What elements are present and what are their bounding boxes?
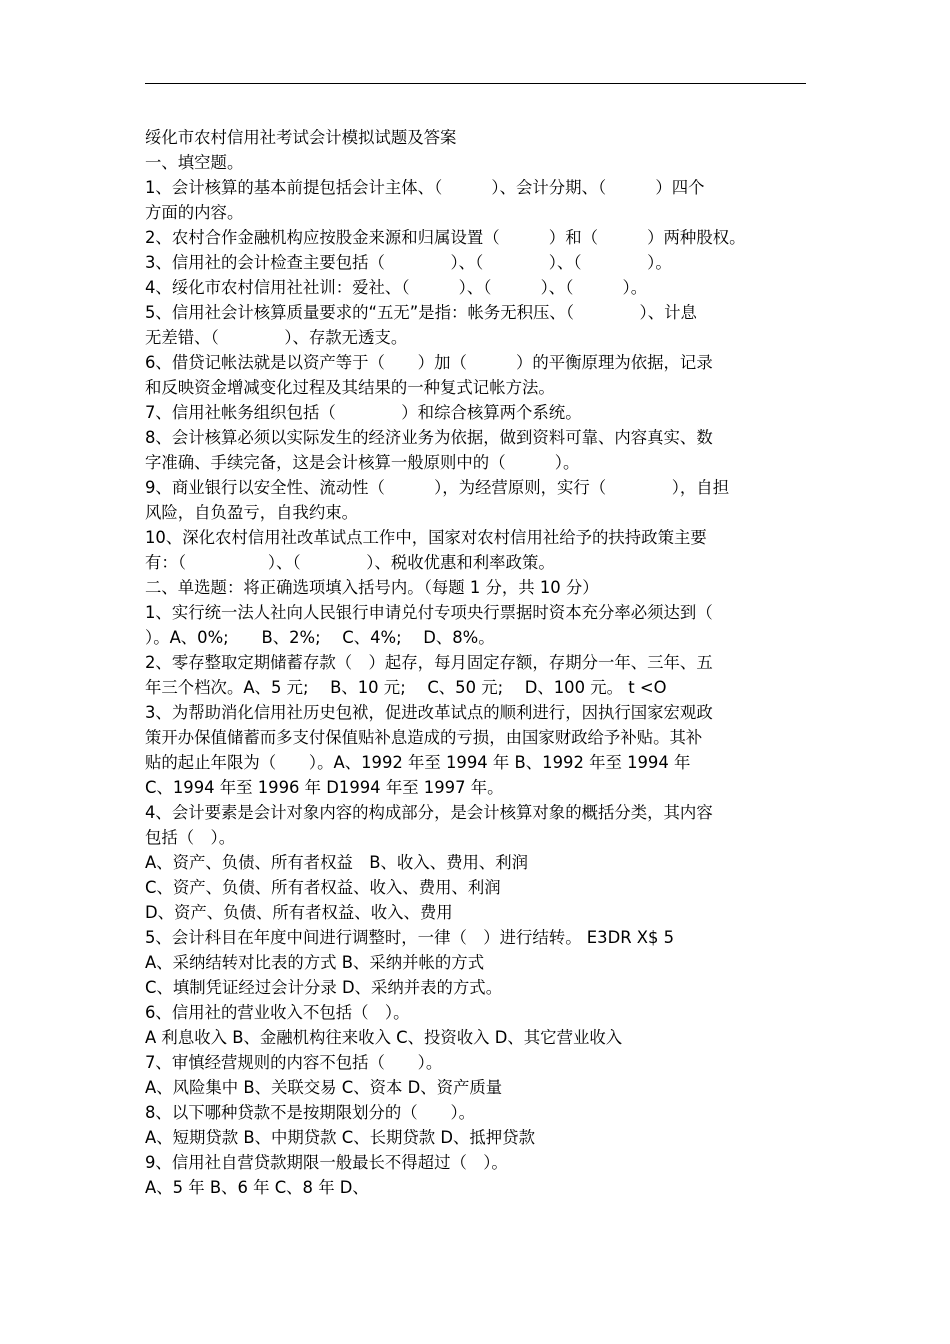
text-line: A、5 年 B、6 年 C、8 年 D、 — [145, 1178, 369, 1197]
text-line: 3、为帮助消化信用社历史包袱，促进改革试点的顺利进行，因执行国家宏观政 — [145, 703, 713, 722]
text-line: ）。A、0%; B、2%; C、4%; D、8%。 — [145, 628, 495, 647]
header-rule — [145, 83, 806, 84]
text-line: 2、农村合作金融机构应按股金来源和归属设置（ ）和（ ）两种股权。 — [145, 228, 746, 247]
text-line: 和反映资金增减变化过程及其结果的一种复式记帐方法。 — [145, 378, 555, 397]
text-line: A、风险集中 B、关联交易 C、资本 D、资产质量 — [145, 1078, 503, 1097]
section-heading-fill-in: 一、填空题。 — [145, 153, 244, 172]
text-line: 9、商业银行以安全性、流动性（ ），为经营原则，实行（ ），自担 — [145, 478, 730, 497]
text-line: 4、绥化市农村信用社社训：爱社、（ ）、（ ）、（ ）。 — [145, 278, 648, 297]
text-line: 7、审慎经营规则的内容不包括（ ）。 — [145, 1053, 443, 1072]
text-line: 年三个档次。A、5 元; B、10 元; C、50 元; D、100 元。 t <O — [145, 678, 667, 697]
text-line: 5、会计科目在年度中间进行调整时，一律（ ）进行结转。 E3DR X$ 5 — [145, 928, 675, 947]
text-line: 方面的内容。 — [145, 203, 244, 222]
text-line: 6、信用社的营业收入不包括（ ）。 — [145, 1003, 410, 1022]
text-line: 6、借贷记帐法就是以资产等于（ ）加（ ）的平衡原理为依据，记录 — [145, 353, 713, 372]
text-line: 8、会计核算必须以实际发生的经济业务为依据，做到资料可靠、内容真实、数 — [145, 428, 713, 447]
text-line: 1、实行统一法人社向人民银行申请兑付专项央行票据时资本充分率必须达到（ — [145, 603, 713, 622]
text-line: D、资产、负债、所有者权益、收入、费用 — [145, 903, 453, 922]
text-line: 有：（ ）、（ ）、税收优惠和利率政策。 — [145, 553, 555, 572]
text-line: A、采纳结转对比表的方式 B、采纳并帐的方式 — [145, 953, 485, 972]
text-line: A、短期贷款 B、中期贷款 C、长期贷款 D、抵押贷款 — [145, 1128, 535, 1147]
text-line: 包括（ ）。 — [145, 828, 236, 847]
text-line: 策开办保值储蓄而多支付保值贴补息造成的亏损，由国家财政给予补贴。其补 — [145, 728, 703, 747]
text-line: 贴的起止年限为（ ）。A、1992 年至 1994 年 B、1992 年至 1994 年 — [145, 753, 691, 772]
text-line: 7、信用社帐务组织包括（ ）和综合核算两个系统。 — [145, 403, 582, 422]
text-line: C、1994 年至 1996 年 D1994 年至 1997 年。 — [145, 778, 504, 797]
text-line: 10、深化农村信用社改革试点工作中，国家对农村信用社给予的扶持政策主要 — [145, 528, 707, 547]
text-line: C、资产、负债、所有者权益、收入、费用、利润 — [145, 878, 501, 897]
text-line: 风险，自负盈亏，自我约束。 — [145, 503, 359, 522]
document-body — [145, 125, 810, 1200]
text-line: 1、会计核算的基本前提包括会计主体、（ ）、会计分期、（ ）四个 — [145, 178, 705, 197]
text-line: 2、零存整取定期储蓄存款（ ）起存，每月固定存额，存期分一年、三年、五 — [145, 653, 713, 672]
section-heading-single-choice: 二、单选题：将正确选项填入括号内。（每题 1 分，共 10 分） — [145, 578, 599, 597]
text-line: 3、信用社的会计检查主要包括（ ）、（ ）、（ ）。 — [145, 253, 672, 272]
text-line: 4、会计要素是会计对象内容的构成部分，是会计核算对象的概括分类，其内容 — [145, 803, 713, 822]
text-line: 无差错、（ ）、存款无透支。 — [145, 328, 408, 347]
text-line: A、资产、负债、所有者权益 B、收入、费用、利润 — [145, 853, 529, 872]
text-line: 9、信用社自营贷款期限一般最长不得超过（ ）。 — [145, 1153, 508, 1172]
text-line: A 利息收入 B、金融机构往来收入 C、投资收入 D、其它营业收入 — [145, 1028, 623, 1047]
text-line: 字准确、手续完备，这是会计核算一般原则中的（ ）。 — [145, 453, 580, 472]
text-line: 8、以下哪种贷款不是按期限划分的（ ）。 — [145, 1103, 476, 1122]
text-line: C、填制凭证经过会计分录 D、采纳并表的方式。 — [145, 978, 503, 997]
document-title: 绥化市农村信用社考试会计模拟试题及答案 — [145, 128, 457, 147]
text-line: 5、信用社会计核算质量要求的“五无”是指：帐务无积压、（ ）、计息 — [145, 303, 697, 322]
